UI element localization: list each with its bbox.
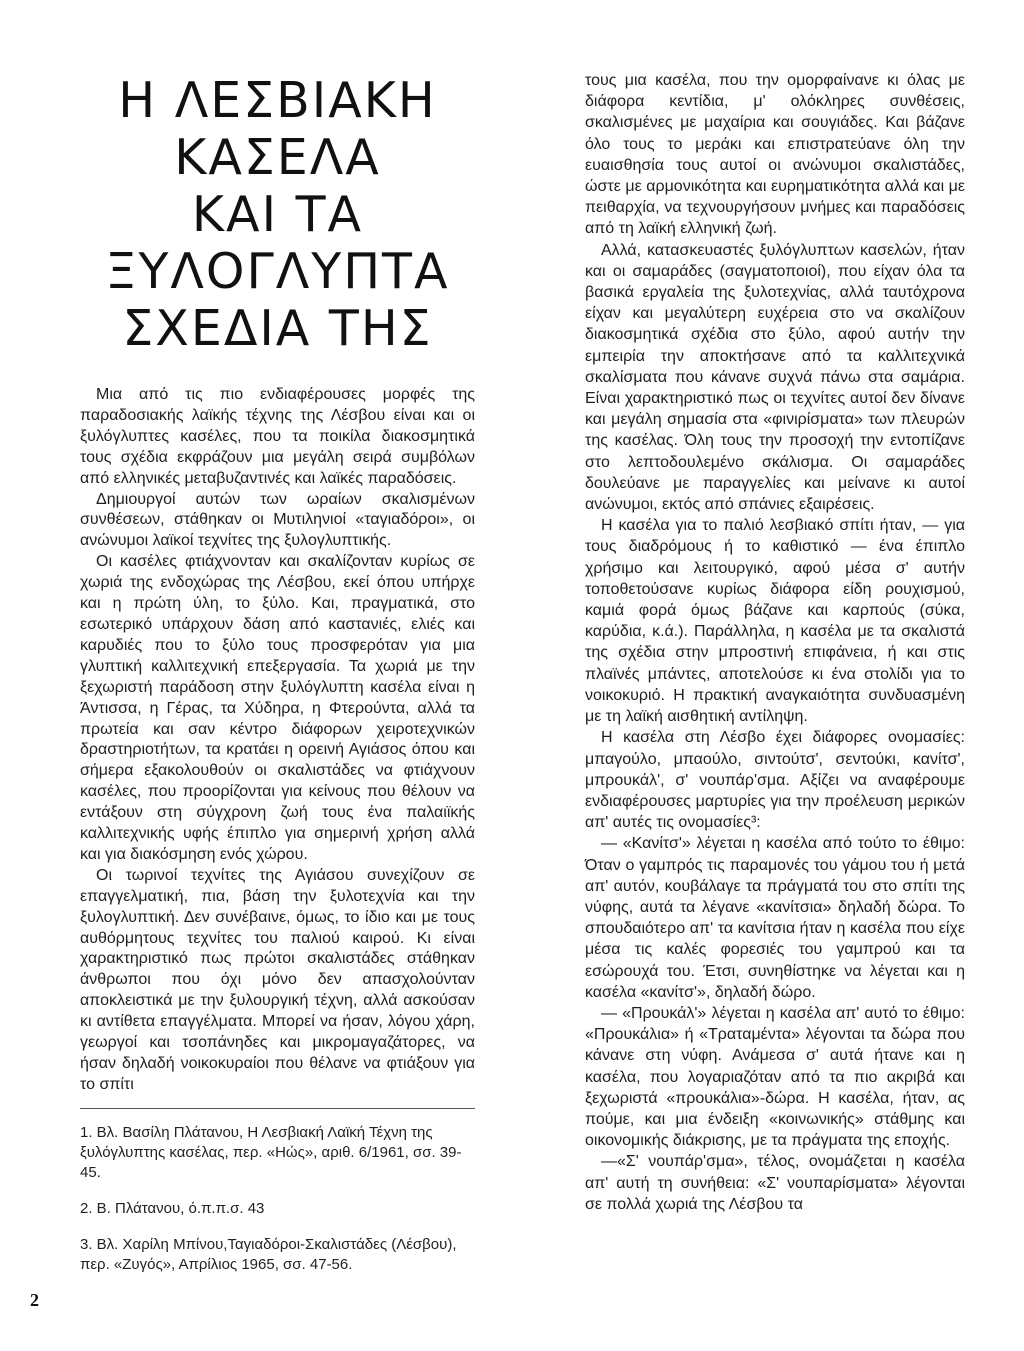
title-line: ΞΥΛΟΓΛΥΠΤΑ [105, 243, 450, 300]
body-paragraph: — «Προυκάλ'» λέγεται η κασέλα απ' αυτό το έθιμο: «Προυκάλια» ή «Τραταμέντα» λέγονται τα δώρα που κάνανε στη νύφη. Ανάμεσα σ' αυτά ήτανε και η κασέλα, που λογαριαζόταν από τα πιο ακριβά και ξεχωριστά «προυκάλια»-δώρα. Η κασέλα, ήταν, ας πούμε, και μια ένδειξη «κοινωνικής» στάθμης και οικονομικής διάκρισης, με τα πράγματα της εποχής. [585, 1004, 965, 1150]
body-paragraph: Αλλά, κατασκευαστές ξυλόγλυπτων κασελών, ήταν και οι σαμαράδες (σαγματοποιοί), που είχαν όλα τα βασικά εργαλεία της ξυλοτεχνίας, αλλά ταυτόχρονα είχαν και μεγαλύτερη ευχέρεια στο να σκαλίζουν διακοσμητικά σχέδια στο ξύλο, αφού αυτήν την εμπειρία την αποκτήσανε από τα καλλιτεχνικά σκαλίσματα που κάνανε συχνά πάνω στα σαμάρια. Είναι χαρακτηριστικό πως οι τεχνίτες αυτοί δεν δίνανε και μεγάλη σημασία στα «φινιρίσματα» των πλευρών της κασέλας. Όλη τους την προσοχή την εντοπίζανε στο λεπτοδουλεμένο σκάλισμα. Οι σαμαράδες δουλεύανε με παραγγελίες και μείνανε κι αυτοί ανώνυμοι, εκτός από σπάνιες εξαιρέσεις. [585, 241, 965, 514]
body-paragraph: —«Σ' νουπάρ'σμα», τέλος, ονομάζεται η κασέλα απ' αυτή τη συνήθεια: «Σ' νουπαρίσματα» λέγονται σε πολλά χωριά της Λέσβου τα [585, 1153, 965, 1213]
footnotes [80, 1123, 475, 1275]
body-paragraph: τους μια κασέλα, που την ομορφαίνανε κι όλας με διάφορα κεντίδια, μ' ολόκληρες συνθέσεις, σκαλισμένες με μαχαίρια και σουγιάδες. Και βάζανε όλο τους το μεράκι και επιστρατεύανε όλη την ευαισθησία τους αυτοί οι ανώνυμοι σκαλιστάδες, ώστε με αρμονικότητα και ευρηματικότητα αλλά και με πειθαρχία, να τεχνουργήσουν μνήμες και παραδόσεις από τη λαϊκή ελληνική ζωή. [585, 72, 965, 238]
footnote-divider [80, 1108, 475, 1109]
title-line: ΣΧΕΔΙΑ ΤΗΣ [122, 300, 433, 357]
left-column [80, 72, 475, 1291]
footnote: 1. Βλ. Βασίλη Πλάτανου, Η Λεσβιακή Λαϊκή Τέχνη της ξυλόγλυπτης κασέλας, περ. «Ηώς», αριθ. 6/1961, σσ. 39-45. [80, 1123, 462, 1181]
body-paragraph: — «Κανίτσ'» λέγεται η κασέλα από τούτο το έθιμο: Όταν ο γαμπρός τις παραμονές του γάμου του ή μετά απ' αυτόν, κουβάλαγε τα πράγματά του στο σπίτι της νύφης, αυτά τα λέγανε «κανίτσια» δηλαδή δώρα. Το σπουδαιότερο απ' τα κανίτσια ήταν η κασέλα που είχε μέσα τις καλές φορεσιές του γαμπρού και τα εσώρουχά του. Έτσι, συνηθίστηκε να λέγεται και η κασέλα «κανίτσ'», δηλαδή δώρο. [585, 835, 965, 1001]
title-line: ΚΑΙ ΤΑ [191, 186, 364, 243]
page-number: 2 [30, 1290, 39, 1310]
footnote: 3. Βλ. Χαρίλη Μπίνου,Ταγιαδόροι-Σκαλιστάδες (Λέσβου), περ. «Ζυγός», Απρίλιος 1965, σσ. 47-56. [80, 1235, 457, 1273]
body-paragraph: Μια από τις πιο ενδιαφέρουσες μορφές της παραδοσιακής λαϊκής τέχνης της Λέσβου είναι και οι ξυλόγλυπτες κασέλες, που τα ποικίλα διακοσμητικά τους σχέδια εκφράζουν μια μεγάλη σειρά συμβόλων από ελληνικές μεταβυζαντινές και λαϊκές παραδόσεις. [80, 386, 475, 487]
article-title [80, 72, 475, 357]
title-line: Η ΛΕΣΒΙΑΚΗ [118, 72, 437, 129]
body-paragraph: Η κασέλα για το παλιό λεσβιακό σπίτι ήταν, — για τους διαδρόμους ή το καθιστικό — ένα έπιπλο χρήσιμο και λειτουργικό, αφού μέσα σ' αυτήν τοποθετούσανε κυρίως διάφορα είδη ρουχισμού, καμιά φορά όμως βάζανε και καρπούς (σύκα, καρύδια, κ.ά.). Παράλληλα, η κασέλα με τα σκαλιστά της σχέδια στην μπροστινή επιφάνεια, ή και στις πλαϊνές μπάντες, αποτελούσε κι ένα στολίδι για το νοικοκυριό. Η πρακτική αναγκαιότητα συνδυασμένη με τη λαϊκή αισθητική αντίληψη. [585, 517, 965, 726]
footnote: 2. Β. Πλάτανου, ό.π.π.σ. 43 [80, 1199, 265, 1217]
body-paragraph: Δημιουργοί αυτών των ωραίων σκαλισμένων συνθέσεων, στάθηκαν οι Μυτιληνιοί «ταγιαδόροι», οι ανώνυμοι λαϊκοί τεχνίτες της ξυλογλυπτικής. [80, 490, 475, 550]
body-paragraph: Οι κασέλες φτιάχνονταν και σκαλίζονταν κυρίως σε χωριά της ενδοχώρας της Λέσβου, εκεί όπου υπήρχε και η πρώτη ύλη, το ξύλο. Και, πραγματικά, στο εσωτερικό υπάρχουν δάση από καστανιές, ελιές και καρυδιές που το ξύλο τους προσφερόταν για μια γλυπτική καλλιτεχνική επεξεργασία. Τα χωριά με την ξεχωριστή παράδοση στην ξυλόγλυπτη κασέλα είναι η Άντισσα, η Γέρας, τα Χύδηρα, η Φτερούντα, αλλά τα πρωτεία και σαν κέντρο διάφορων χειροτεχνικών δραστηριοτήτων, τα κρατάει η ορεινή Αγιάσος όπου και σήμερα εξακολουθούν οι σκαλιστάδες να φτιάχνουν κασέλες, που προορίζονται για κείνους που θέλουν να εντάξουν στη σύγχρονη ζωή τους ένα παλαιϊκής καλλιτεχνικής υφής έπιπλο για σημερινή χρήση αλλά και για διακόσμηση ενός χώρου. [80, 553, 475, 863]
right-column [585, 70, 965, 1215]
body-paragraph: Η κασέλα στη Λέσβο έχει διάφορες ονομασίες: μπαγούλο, μπαούλο, σιντούτσ', σεντούκι, κανίτσ', μπρουκάλ', σ' νουπάρ'σμα. Αξίζει να αναφέρουμε ενδιαφέρουσες μαρτυρίες για την προέλευση μερικών απ' αυτές τις ονομασίες³: [585, 729, 965, 832]
body-paragraph: Οι τωρινοί τεχνίτες της Αγιάσου συνεχίζουν σε επαγγελματική, πια, βάση την ξυλοτεχνία και την ξυλογλυπτική. Δεν συνέβαινε, όμως, το ίδιο και με τους αυθόρμητους τεχνίτες του παλιού καιρού. Κι είναι χαρακτηριστικό πως πρώτοι σκαλιστάδες στάθηκαν άνθρωποι που όχι μόνο δεν απασχολούνταν αποκλειστικά με την ξυλουργική τέχνη, αλλά ασκούσαν κι αντίθετα επαγγέλματα. Μπορεί να ήσαν, λόγου χάρη, γεωργοί και τσοπάνηδες και μικρομαγαζάτορες, να ήσαν δηλαδή νοικοκυραίοι που θέλανε να φτιάξουν για το σπίτι [80, 866, 475, 1093]
title-line: ΚΑΣΕΛΑ [174, 129, 381, 186]
